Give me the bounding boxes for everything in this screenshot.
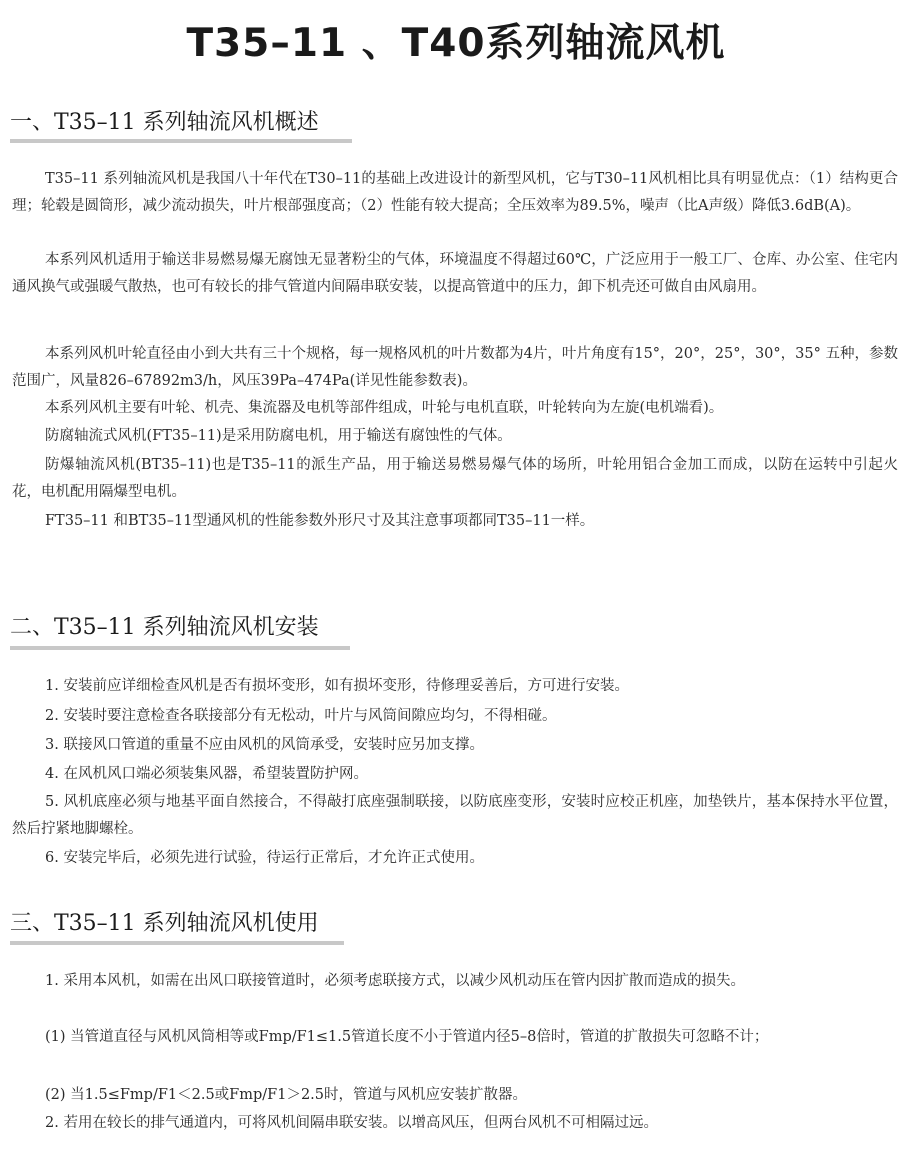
list-item: 3. 联接风口管道的重量不应由风机的风筒承受，安装时应另加支撑。 xyxy=(45,737,484,753)
list-item: 1. 采用本风机，如需在出风口联接管道时，必须考虑联接方式，以减少风机动压在管内因扩散而造成的损失。 xyxy=(45,973,745,989)
paragraph: 防爆轴流风机(BT35–11)也是T35–11的派生产品，用于输送易燃易爆气体的场所，叶轮用铝合金加工而成，以防在运转中引起火花，电机配用隔爆型电机。 xyxy=(12,457,898,500)
paragraph: 防腐轴流式风机(FT35–11)是采用防腐电机，用于输送有腐蚀性的气体。 xyxy=(45,428,512,444)
section-heading-installation: 二、T35–11 系列轴流风机安装 xyxy=(10,615,319,640)
paragraph: 本系列风机主要有叶轮、机壳、集流器及电机等部件组成，叶轮与电机直联，叶轮转向为左旋(电机端看)。 xyxy=(45,400,724,416)
paragraph: 本系列风机叶轮直径由小到大共有三十个规格，每一规格风机的叶片数都为4片，叶片角度有15°，20°，25°，30°，35° 五种，参数范围广，风量826–67892m3/h，风压39Pa–474Pa(详见性能参数表)。 xyxy=(12,346,898,389)
list-item: 1. 安装前应详细检查风机是否有损坏变形，如有损坏变形，待修理妥善后，方可进行安装。 xyxy=(45,678,629,694)
list-item: (1) 当管道直径与风机风筒相等或Fmp/F1≤1.5管道长度不小于管道内径5–8倍时，管道的扩散损失可忽略不计； xyxy=(45,1029,769,1045)
section-divider xyxy=(10,139,352,143)
list-item: 2. 安装时要注意检查各联接部分有无松动，叶片与风筒间隙应均匀，不得相碰。 xyxy=(45,708,557,724)
list-item: 5. 风机底座必须与地基平面自然接合，不得敲打底座强制联接，以防底座变形，安装时应校正机座，加垫铁片，基本保持水平位置，然后拧紧地脚螺栓。 xyxy=(12,794,898,837)
section-heading-usage: 三、T35–11 系列轴流风机使用 xyxy=(10,911,319,936)
section-divider xyxy=(10,941,344,945)
section-heading-overview: 一、T35–11 系列轴流风机概述 xyxy=(10,110,319,135)
list-item: 4. 在风机风口端必须装集风器，希望装置防护网。 xyxy=(45,766,368,782)
page-title: T35–11 、T40系列轴流风机 xyxy=(186,21,726,66)
paragraph: FT35–11 和BT35–11型通风机的性能参数外形尺寸及其注意事项都同T35–11一样。 xyxy=(45,513,595,529)
paragraph: T35–11 系列轴流风机是我国八十年代在T30–11的基础上改进设计的新型风机，它与T30–11风机相比具有明显优点：（1）结构更合理；轮毂是圆筒形，减少流动损失，叶片根部强度高；（2）性能有较大提高；全压效率为89.5%，噪声（比A声级）降低3.6dB(A)。 xyxy=(12,171,898,214)
list-item: 6. 安装完毕后，必须先进行试验，待运行正常后，才允许正式使用。 xyxy=(45,850,484,866)
section-divider xyxy=(10,646,350,650)
list-item: (2) 当1.5≤Fmp/F1＜2.5或Fmp/F1＞2.5时，管道与风机应安装扩散器。 xyxy=(45,1087,528,1103)
paragraph: 本系列风机适用于输送非易燃易爆无腐蚀无显著粉尘的气体，环境温度不得超过60℃，广泛应用于一般工厂、仓库、办公室、住宅内通风换气或强暖气散热，也可有较长的排气管道内间隔串联安装，以提高管道中的压力，卸下机壳还可做自由风扇用。 xyxy=(12,252,898,295)
list-item: 2. 若用在较长的排气通道内，可将风机间隔串联安装。以增高风压，但两台风机不可相隔过远。 xyxy=(45,1115,658,1131)
